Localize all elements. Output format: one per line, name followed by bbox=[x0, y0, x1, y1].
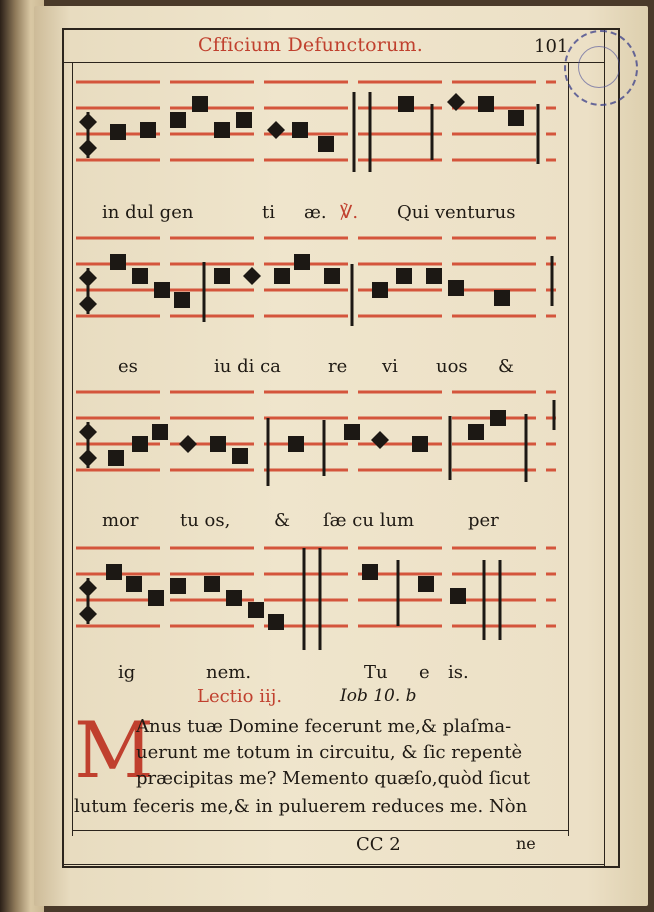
lyric-syllable: & bbox=[498, 356, 515, 377]
square-neume bbox=[174, 292, 190, 308]
square-neume bbox=[126, 576, 142, 592]
signature-mark: CC 2 bbox=[356, 834, 401, 855]
square-neume bbox=[236, 112, 252, 128]
diamond-neume bbox=[267, 121, 285, 139]
lyric-syllable: es bbox=[118, 356, 138, 377]
square-neume bbox=[318, 136, 334, 152]
square-neume bbox=[132, 436, 148, 452]
square-neume bbox=[214, 268, 230, 284]
lyric-syllable: e bbox=[419, 662, 430, 683]
reading-line: Anus tuæ Domine fecerunt me,& plaſma- bbox=[136, 716, 512, 737]
square-neume bbox=[274, 268, 290, 284]
square-neume bbox=[478, 96, 494, 112]
lyric-syllable: is. bbox=[448, 662, 469, 683]
square-neume bbox=[232, 448, 248, 464]
versicle-sign: ℣. bbox=[340, 202, 359, 223]
square-neume bbox=[468, 424, 484, 440]
reading-line: uerunt me totum in circuitu, & ſic repentè bbox=[136, 742, 523, 763]
square-neume bbox=[226, 590, 242, 606]
running-title: Cfficium Defunctorum. bbox=[198, 34, 423, 56]
square-neume bbox=[288, 436, 304, 452]
square-neume bbox=[110, 124, 126, 140]
square-neume bbox=[398, 96, 414, 112]
square-neume bbox=[148, 590, 164, 606]
square-neume bbox=[450, 588, 466, 604]
square-neume bbox=[170, 112, 186, 128]
catchword: ne bbox=[516, 834, 536, 853]
lyric-syllable: tu os, bbox=[180, 510, 231, 531]
lyric-syllable: re bbox=[328, 356, 348, 377]
page-number: 101 bbox=[534, 36, 569, 57]
square-neume bbox=[170, 578, 186, 594]
lyric-syllable: Qui venturus bbox=[397, 202, 516, 223]
lyric-syllable: æ. bbox=[304, 202, 327, 223]
lyric-syllable: mor bbox=[102, 510, 139, 531]
square-neume bbox=[344, 424, 360, 440]
lyric-syllable: uos bbox=[436, 356, 468, 377]
lyric-syllable: & bbox=[274, 510, 291, 531]
lyric-syllable: ſæ cu lum bbox=[323, 510, 415, 531]
square-neume bbox=[362, 564, 378, 580]
square-neume bbox=[154, 282, 170, 298]
lyric-syllable: per bbox=[468, 510, 499, 531]
square-neume bbox=[418, 576, 434, 592]
reading-line: lutum feceris me,& in puluerem reduces me. Nòn bbox=[74, 796, 528, 817]
square-neume bbox=[210, 436, 226, 452]
diamond-neume bbox=[371, 431, 389, 449]
square-neume bbox=[508, 110, 524, 126]
lyric-syllable: ig bbox=[118, 662, 136, 683]
square-neume bbox=[108, 450, 124, 466]
square-neume bbox=[132, 268, 148, 284]
lyric-syllable: in dul gen bbox=[102, 202, 194, 223]
square-neume bbox=[426, 268, 442, 284]
diamond-neume bbox=[243, 267, 261, 285]
square-neume bbox=[294, 254, 310, 270]
lyric-syllable: ti bbox=[262, 202, 275, 223]
square-neume bbox=[110, 254, 126, 270]
square-neume bbox=[292, 122, 308, 138]
square-neume bbox=[214, 122, 230, 138]
lyric-syllable: vi bbox=[382, 356, 398, 377]
lyric-syllable: iu di ca bbox=[214, 356, 281, 377]
square-neume bbox=[372, 282, 388, 298]
square-neume bbox=[192, 96, 208, 112]
square-neume bbox=[396, 268, 412, 284]
scripture-reference: Iob 10. b bbox=[340, 686, 417, 706]
square-neume bbox=[448, 280, 464, 296]
square-neume bbox=[490, 410, 506, 426]
square-neume bbox=[324, 268, 340, 284]
reading-line: præcipitas me? Memento quæſo,quòd ſicut bbox=[136, 768, 531, 789]
square-neume bbox=[140, 122, 156, 138]
square-neume bbox=[494, 290, 510, 306]
square-neume bbox=[412, 436, 428, 452]
reading-title: Lectio iij. bbox=[197, 686, 283, 707]
lyric-syllable: nem. bbox=[206, 662, 252, 683]
lyric-syllable: Tu bbox=[364, 662, 388, 683]
square-neume bbox=[204, 576, 220, 592]
square-neume bbox=[248, 602, 264, 618]
square-neume bbox=[152, 424, 168, 440]
drop-cap: M bbox=[74, 706, 154, 796]
square-neume bbox=[106, 564, 122, 580]
diamond-neume bbox=[179, 435, 197, 453]
square-neume bbox=[268, 614, 284, 630]
